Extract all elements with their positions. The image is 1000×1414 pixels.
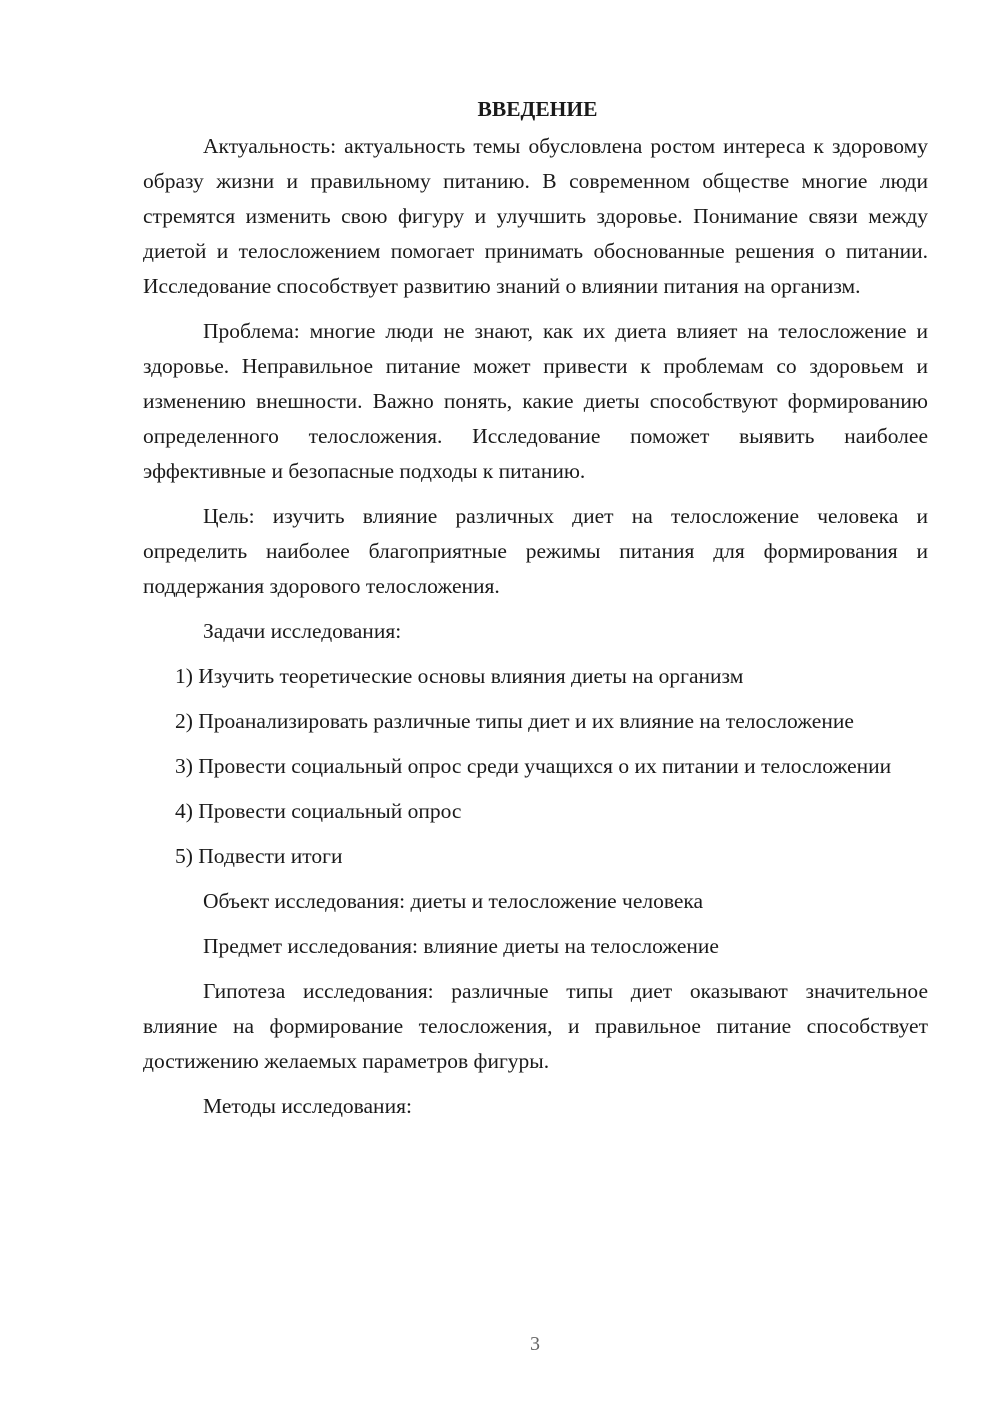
object-line: Объект исследования: диеты и телосложение человека [203, 889, 704, 913]
subject-line: Предмет исследования: влияние диеты на телосложение [203, 934, 719, 958]
task-item-4: 4) Провести социальный опрос [175, 799, 462, 823]
task-item-2: 2) Проанализировать различные типы диет и их влияние на телосложение [175, 709, 854, 733]
section-heading: ВВЕДЕНИЕ [477, 97, 598, 121]
methods-title: Методы исследования: [203, 1094, 412, 1118]
tasks-title: Задачи исследования: [203, 619, 402, 643]
goal-paragraph: Цель: изучить влияние различных диет на телосложение человека и определить наиболее благоприятные режимы питания для формирования и поддержания здорового телосложения. [143, 504, 928, 598]
page-number: 3 [530, 1333, 540, 1355]
task-item-3: 3) Провести социальный опрос среди учащихся о их питании и телосложении [175, 754, 892, 778]
task-item-1: 1) Изучить теоретические основы влияния диеты на организм [175, 664, 744, 688]
document-page [143, 92, 928, 1134]
problem-paragraph: Проблема: многие люди не знают, как их диета влияет на телосложение и здоровье. Неправильное питание может привести к проблемам со здоровьем и изменению внешности. Важно понять, какие диеты способствуют формированию определенного телосложения. Исследование поможет выявить наиболее эффективные и безопасные подходы к питанию. [143, 319, 928, 483]
task-item-5: 5) Подвести итоги [175, 844, 343, 868]
hypothesis-paragraph: Гипотеза исследования: различные типы диет оказывают значительное влияние на формирование телосложения, и правильное питание способствует достижению желаемых параметров фигуры. [143, 979, 928, 1073]
actuality-paragraph: Актуальность: актуальность темы обусловлена ростом интереса к здоровому образу жизни и правильному питанию. В современном обществе многие люди стремятся изменить свою фигуру и улучшить здоровье. Понимание связи между диетой и телосложением помогает принимать обоснованные решения о питании. Исследование способствует развитию знаний о влиянии питания на организм. [143, 134, 928, 298]
